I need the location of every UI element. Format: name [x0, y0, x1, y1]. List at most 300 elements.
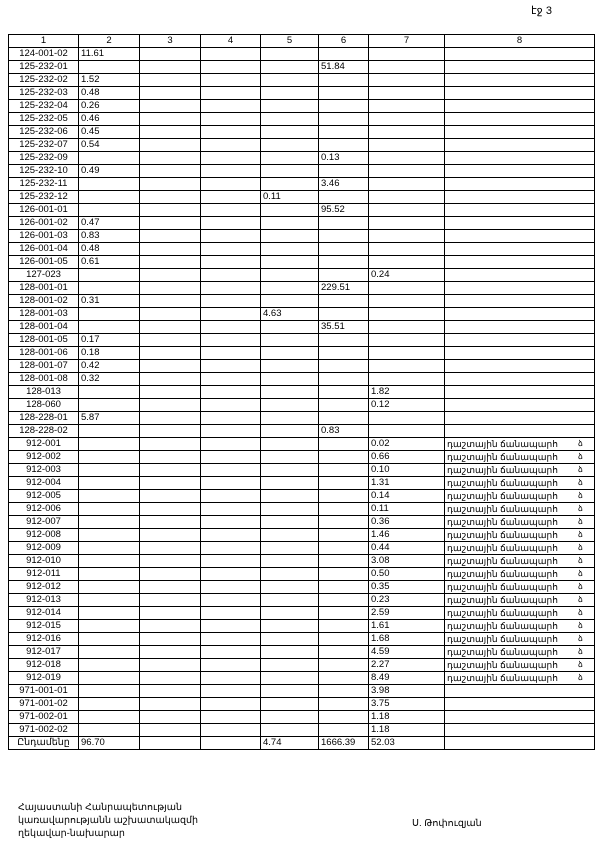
table-cell — [445, 386, 595, 399]
table-cell — [445, 360, 595, 373]
table-cell: 0.61 — [79, 256, 140, 269]
parcel-code-cell: 124-001-02 — [9, 48, 79, 61]
table-cell — [369, 100, 445, 113]
parcel-code-cell: 128-060 — [9, 399, 79, 412]
table-cell — [369, 113, 445, 126]
table-cell — [140, 620, 201, 633]
table-cell — [201, 438, 261, 451]
table-cell — [445, 100, 595, 113]
table-cell: 0.02 — [369, 438, 445, 451]
table-cell — [445, 711, 595, 724]
table-cell — [140, 503, 201, 516]
parcel-code-cell: 128-013 — [9, 386, 79, 399]
header-row — [9, 35, 595, 48]
parcel-code-cell: 127-023 — [9, 269, 79, 282]
table-cell: 0.11 — [369, 503, 445, 516]
parcel-code-cell: 125-232-03 — [9, 87, 79, 100]
table-cell — [140, 698, 201, 711]
table-cell — [140, 48, 201, 61]
parcel-code-cell: 128-001-02 — [9, 295, 79, 308]
table-cell — [79, 685, 140, 698]
table-cell: 0.50 — [369, 568, 445, 581]
table-cell — [79, 399, 140, 412]
table-cell — [140, 425, 201, 438]
table-cell — [201, 334, 261, 347]
parcel-code-cell: 912-017 — [9, 646, 79, 659]
cut-off-glyph: ձ — [578, 672, 583, 682]
table-cell: դաշտային ճանապարհ — [445, 581, 595, 594]
table-cell — [261, 165, 319, 178]
table-cell: 0.44 — [369, 542, 445, 555]
table-cell — [319, 269, 369, 282]
table-cell — [140, 87, 201, 100]
total-value: 4.74 — [261, 737, 319, 750]
table-cell — [319, 230, 369, 243]
table-cell — [79, 451, 140, 464]
table-cell — [201, 113, 261, 126]
parcel-code-cell: 912-010 — [9, 555, 79, 568]
parcel-code-cell: 126-001-01 — [9, 204, 79, 217]
table-row — [9, 165, 595, 178]
table-cell: 1.46 — [369, 529, 445, 542]
table-cell — [319, 334, 369, 347]
table-cell — [319, 542, 369, 555]
parcel-code-cell: 128-001-06 — [9, 347, 79, 360]
table-cell — [79, 529, 140, 542]
table-cell — [319, 243, 369, 256]
column-header: 4 — [201, 35, 261, 48]
table-cell: 0.23 — [369, 594, 445, 607]
table-row — [9, 568, 595, 581]
table-cell — [140, 685, 201, 698]
table-cell — [319, 100, 369, 113]
table-cell — [201, 412, 261, 425]
table-cell — [140, 659, 201, 672]
table-cell — [140, 516, 201, 529]
table-row — [9, 581, 595, 594]
table-cell — [201, 373, 261, 386]
table-cell — [261, 204, 319, 217]
table-row — [9, 334, 595, 347]
table-cell — [261, 711, 319, 724]
table-body — [9, 48, 595, 737]
table-cell — [79, 503, 140, 516]
table-cell — [140, 594, 201, 607]
table-cell — [140, 555, 201, 568]
table-cell — [261, 633, 319, 646]
table-cell: 2.59 — [369, 607, 445, 620]
column-header: 6 — [319, 35, 369, 48]
column-header: 7 — [369, 35, 445, 48]
column-header: 1 — [9, 35, 79, 48]
table-cell: 0.54 — [79, 139, 140, 152]
table-cell — [319, 633, 369, 646]
table-cell — [261, 672, 319, 685]
table-cell — [79, 178, 140, 191]
table-cell — [369, 87, 445, 100]
table-cell — [445, 282, 595, 295]
table-cell — [201, 724, 261, 737]
table-cell — [140, 204, 201, 217]
table-cell — [319, 126, 369, 139]
table-cell — [261, 620, 319, 633]
table-row — [9, 477, 595, 490]
cut-off-glyph: ձ — [578, 529, 583, 539]
table-cell — [319, 672, 369, 685]
table-cell — [261, 360, 319, 373]
total-value: 96.70 — [79, 737, 140, 750]
parcel-code-cell: 912-006 — [9, 503, 79, 516]
table-cell — [319, 295, 369, 308]
table-cell: 229.51 — [319, 282, 369, 295]
parcel-code-cell: 128-001-07 — [9, 360, 79, 373]
table-cell — [79, 477, 140, 490]
table-cell — [79, 438, 140, 451]
table-cell — [319, 113, 369, 126]
table-cell: 0.32 — [79, 373, 140, 386]
table-cell — [369, 308, 445, 321]
table-cell — [201, 126, 261, 139]
table-cell — [445, 178, 595, 191]
table-row — [9, 399, 595, 412]
table-cell — [201, 698, 261, 711]
table-row — [9, 711, 595, 724]
table-cell — [445, 412, 595, 425]
table-cell — [261, 321, 319, 334]
table-cell — [319, 399, 369, 412]
table-cell — [445, 217, 595, 230]
parcel-code-cell: 971-002-02 — [9, 724, 79, 737]
table-cell — [319, 490, 369, 503]
table-cell — [445, 373, 595, 386]
table-cell: 2.27 — [369, 659, 445, 672]
parcel-code-cell: 912-009 — [9, 542, 79, 555]
table-cell — [261, 334, 319, 347]
table-cell — [261, 542, 319, 555]
table-cell — [261, 230, 319, 243]
table-cell — [319, 256, 369, 269]
table-cell — [261, 126, 319, 139]
table-cell — [140, 217, 201, 230]
parcel-code-cell: 125-232-06 — [9, 126, 79, 139]
table-cell: 1.52 — [79, 74, 140, 87]
table-cell: դաշտային ճանապարհ — [445, 594, 595, 607]
column-header: 8 — [445, 35, 595, 48]
table-cell — [79, 594, 140, 607]
table-cell — [201, 282, 261, 295]
table-cell — [261, 373, 319, 386]
table-row — [9, 594, 595, 607]
cut-off-glyph: ձ — [578, 490, 583, 500]
table-cell — [369, 321, 445, 334]
table-cell — [79, 620, 140, 633]
table-row — [9, 438, 595, 451]
table-cell — [319, 438, 369, 451]
table-cell — [261, 607, 319, 620]
table-cell — [79, 698, 140, 711]
table-cell: 11.61 — [79, 48, 140, 61]
table-row — [9, 516, 595, 529]
table-row — [9, 464, 595, 477]
table-row — [9, 295, 595, 308]
table-cell — [201, 152, 261, 165]
table-row — [9, 425, 595, 438]
table-cell — [261, 412, 319, 425]
table-cell — [261, 87, 319, 100]
table-cell: դաշտային ճանապարհ — [445, 620, 595, 633]
table-cell — [79, 152, 140, 165]
table-cell — [261, 386, 319, 399]
table-cell — [369, 74, 445, 87]
table-cell: 3.08 — [369, 555, 445, 568]
table-cell — [261, 568, 319, 581]
parcel-code-cell: 912-015 — [9, 620, 79, 633]
table-cell — [261, 555, 319, 568]
table-cell — [201, 204, 261, 217]
table-cell — [445, 139, 595, 152]
table-cell — [445, 334, 595, 347]
table-cell: 0.35 — [369, 581, 445, 594]
table-cell — [140, 399, 201, 412]
table-row — [9, 529, 595, 542]
table-cell — [261, 399, 319, 412]
table-cell — [319, 87, 369, 100]
table-cell — [369, 230, 445, 243]
table-cell — [261, 48, 319, 61]
parcel-code-cell: 128-228-02 — [9, 425, 79, 438]
table-row — [9, 74, 595, 87]
cut-off-glyph: ձ — [578, 633, 583, 643]
table-cell: 0.10 — [369, 464, 445, 477]
table-cell: 0.26 — [79, 100, 140, 113]
parcel-code-cell: 128-001-05 — [9, 334, 79, 347]
table-cell: 1.31 — [369, 477, 445, 490]
table-cell — [369, 126, 445, 139]
parcel-code-cell: 912-001 — [9, 438, 79, 451]
table-cell — [369, 165, 445, 178]
table-cell — [79, 711, 140, 724]
table-cell: 4.59 — [369, 646, 445, 659]
table-cell — [319, 217, 369, 230]
cut-off-glyph: ձ — [578, 659, 583, 669]
table-cell — [201, 633, 261, 646]
table-cell: 1.18 — [369, 711, 445, 724]
parcel-code-cell: 125-232-10 — [9, 165, 79, 178]
table-cell — [319, 698, 369, 711]
table-cell: դաշտային ճանապարհ — [445, 646, 595, 659]
parcel-code-cell: 912-012 — [9, 581, 79, 594]
parcel-code-cell: 912-007 — [9, 516, 79, 529]
table-cell — [445, 295, 595, 308]
signatory-position — [18, 801, 198, 840]
table-cell — [140, 230, 201, 243]
table-row — [9, 672, 595, 685]
table-cell — [445, 204, 595, 217]
cut-off-glyph: ձ — [578, 503, 583, 513]
table-cell — [140, 61, 201, 74]
table-cell — [201, 178, 261, 191]
table-row — [9, 555, 595, 568]
cut-off-glyph: ձ — [578, 438, 583, 448]
table-cell — [140, 269, 201, 282]
table-cell — [319, 529, 369, 542]
table-cell: դաշտային ճանապարհ — [445, 477, 595, 490]
table-row — [9, 217, 595, 230]
table-cell — [140, 347, 201, 360]
table-cell — [79, 204, 140, 217]
cut-off-glyph: ձ — [578, 646, 583, 656]
table-cell — [140, 672, 201, 685]
table-row — [9, 646, 595, 659]
table-cell — [140, 633, 201, 646]
cut-off-glyph: ձ — [578, 594, 583, 604]
table-cell — [369, 191, 445, 204]
table-cell — [261, 425, 319, 438]
parcel-code-cell: 912-008 — [9, 529, 79, 542]
table-cell — [261, 61, 319, 74]
table-cell — [319, 386, 369, 399]
table-row — [9, 48, 595, 61]
table-cell — [201, 243, 261, 256]
table-row — [9, 724, 595, 737]
table-cell — [369, 204, 445, 217]
table-cell — [79, 724, 140, 737]
table-cell — [445, 698, 595, 711]
table-cell — [445, 256, 595, 269]
table-cell — [319, 139, 369, 152]
table-cell: 0.48 — [79, 87, 140, 100]
table-row — [9, 243, 595, 256]
table-cell — [369, 373, 445, 386]
table-cell — [79, 555, 140, 568]
table-cell — [140, 126, 201, 139]
table-cell: դաշտային ճանապարհ — [445, 542, 595, 555]
table-cell: 1.68 — [369, 633, 445, 646]
table-cell — [140, 711, 201, 724]
table-cell — [140, 529, 201, 542]
table-cell — [201, 87, 261, 100]
table-row — [9, 100, 595, 113]
table-cell: 1.82 — [369, 386, 445, 399]
table-row — [9, 308, 595, 321]
table-cell — [140, 581, 201, 594]
parcel-code-cell: 912-005 — [9, 490, 79, 503]
table-row — [9, 126, 595, 139]
table-cell — [369, 139, 445, 152]
table-row — [9, 204, 595, 217]
table-cell — [140, 334, 201, 347]
table-row — [9, 178, 595, 191]
table-cell — [140, 477, 201, 490]
table-row — [9, 321, 595, 334]
table-row — [9, 139, 595, 152]
table-cell — [261, 269, 319, 282]
table-cell — [319, 711, 369, 724]
table-cell: 0.83 — [319, 425, 369, 438]
table-cell — [319, 607, 369, 620]
table-cell — [201, 347, 261, 360]
table-cell — [140, 412, 201, 425]
table-cell — [369, 282, 445, 295]
table-cell — [140, 165, 201, 178]
table-cell — [369, 61, 445, 74]
table-cell — [79, 568, 140, 581]
total-value — [140, 737, 201, 750]
table-cell — [79, 490, 140, 503]
table-cell — [319, 373, 369, 386]
total-value: 1666.39 — [319, 737, 369, 750]
table-cell — [201, 659, 261, 672]
table-cell: 0.48 — [79, 243, 140, 256]
table-cell: 0.17 — [79, 334, 140, 347]
parcel-code-cell: 125-232-12 — [9, 191, 79, 204]
table-cell — [319, 568, 369, 581]
cut-off-glyph: ձ — [578, 451, 583, 461]
parcel-code-cell: 912-018 — [9, 659, 79, 672]
parcel-code-cell: 971-001-02 — [9, 698, 79, 711]
table-cell — [140, 243, 201, 256]
table-cell — [369, 152, 445, 165]
table-cell — [140, 646, 201, 659]
table-cell — [201, 555, 261, 568]
table-cell — [319, 360, 369, 373]
table-cell — [201, 672, 261, 685]
table-cell — [369, 360, 445, 373]
table-cell — [261, 581, 319, 594]
table-cell — [261, 685, 319, 698]
table-cell — [369, 48, 445, 61]
cut-off-glyph: ձ — [578, 464, 583, 474]
parcel-code-cell: 912-004 — [9, 477, 79, 490]
cut-off-glyph: ձ — [578, 620, 583, 630]
table-cell — [369, 178, 445, 191]
table-cell — [319, 464, 369, 477]
table-cell — [319, 412, 369, 425]
parcel-code-cell: 912-014 — [9, 607, 79, 620]
column-header: 3 — [140, 35, 201, 48]
land-parcel-table — [8, 34, 595, 750]
table-cell — [319, 165, 369, 178]
table-row — [9, 386, 595, 399]
parcel-code-cell: 125-232-01 — [9, 61, 79, 74]
table-cell: 0.66 — [369, 451, 445, 464]
table-cell — [261, 243, 319, 256]
table-cell — [445, 347, 595, 360]
table-cell: 0.13 — [319, 152, 369, 165]
table-cell — [201, 451, 261, 464]
table-cell — [445, 152, 595, 165]
table-cell — [261, 451, 319, 464]
table-cell — [201, 217, 261, 230]
table-cell — [201, 48, 261, 61]
table-cell: 8.49 — [369, 672, 445, 685]
table-cell — [261, 256, 319, 269]
total-label: Ընդամենը — [9, 737, 79, 750]
table-cell: 0.12 — [369, 399, 445, 412]
table-cell — [201, 620, 261, 633]
table-cell — [140, 464, 201, 477]
table-cell — [319, 620, 369, 633]
parcel-code-cell: 128-228-01 — [9, 412, 79, 425]
table-cell — [79, 633, 140, 646]
table-cell: 95.52 — [319, 204, 369, 217]
table-cell — [319, 477, 369, 490]
table-cell — [201, 386, 261, 399]
table-cell — [319, 516, 369, 529]
table-cell: 3.75 — [369, 698, 445, 711]
table-cell — [79, 425, 140, 438]
parcel-code-cell: 125-232-09 — [9, 152, 79, 165]
